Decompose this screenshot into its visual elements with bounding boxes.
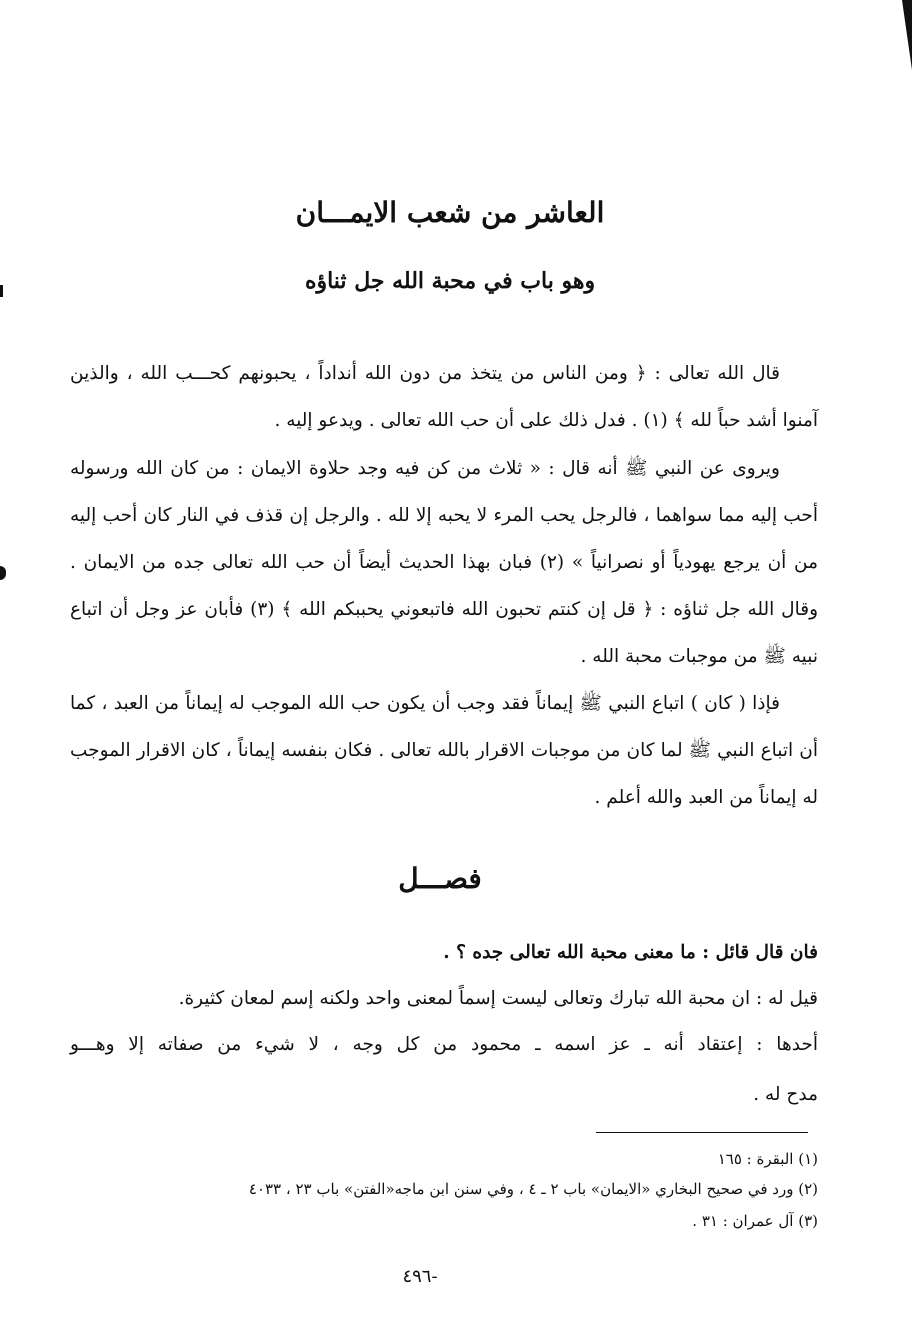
footnote-divider: [596, 1132, 808, 1133]
footnote-1: (١) البقرة : ١٦٥: [717, 1150, 818, 1168]
footnote-3: (٣) آل عمران : ٣١ .: [692, 1212, 818, 1230]
chapter-title: العاشر من شعب الايمـــان: [295, 196, 605, 229]
section-line-3: أحدها : إعتقاد أنه ـ عز اسمه ـ محمود من كل وجه ، لا شيء من صفاته إلا وهـــو: [70, 1034, 818, 1055]
scan-edge-mark: [902, 0, 912, 70]
footnote-2: (٢) ورد في صحيح البخاري «الايمان» باب ٢ ـ ٤ ، وفي سنن ابن ماجه«الفتن» باب ٢٣ ، ٤٠٣٣: [248, 1180, 818, 1198]
paragraph-1: قال الله تعالى : ﴿ ومن الناس من يتخذ من دون الله أنداداً ، يحبونهم كحـــب الله ، والذين آمنوا أشد حباً لله ﴾ (١) . فدل ذلك على أن حب الله تعالى . ويدعو إليه .: [70, 363, 818, 431]
section-line-2: قيل له : ان محبة الله تبارك وتعالى ليست إسماً لمعنى واحد ولكنه إسم لمعان كثيرة.: [178, 988, 818, 1009]
paragraph-3: فإذا ( كان ) اتباع النبي ﷺ إيماناً فقد وجب أن يكون حب الله الموجب له إيماناً من العبد ، كما أن اتباع النبي ﷺ لما كان من موجبات الاقرار بالله تعالى . فكان بنفسه إيماناً ، كان الاقرار الموجب له إيماناً من العبد والله أعلم .: [70, 693, 818, 808]
paragraph-2: ويروى عن النبي ﷺ أنه قال : « ثلاث من كن فيه وجد حلاوة الايمان : من كان الله ورسوله أحب إليه مما سواهما ، فالرجل يحب المرء لا يحبه إلا لله . والرجل إن قذف في النار كان أحب إليه من أن يرجع يهودياً أو نصرانياً » (٢) فبان بهذا الحديث أيضاً أن حب الله تعالى جده من الايمان . وقال الله جل ثناؤه : ﴿ قل إن كنتم تحبون الله فاتبعوني يحببكم الله ﴾ (٣) فأبان عز وجل أن اتباع نبيه ﷺ من موجبات محبة الله .: [70, 458, 819, 667]
scan-edge-mark: [0, 566, 6, 580]
scan-edge-mark: [0, 285, 3, 297]
page-number: -٤٩٦: [402, 1266, 438, 1287]
section-line-4: مدح له .: [753, 1084, 818, 1105]
section-line-1: فان قال قائل : ما معنى محبة الله تعالى جده ؟ .: [443, 942, 818, 963]
section-heading: فصـــل: [398, 862, 482, 895]
chapter-subtitle: وهو باب في محبة الله جل ثناؤه: [304, 268, 596, 294]
